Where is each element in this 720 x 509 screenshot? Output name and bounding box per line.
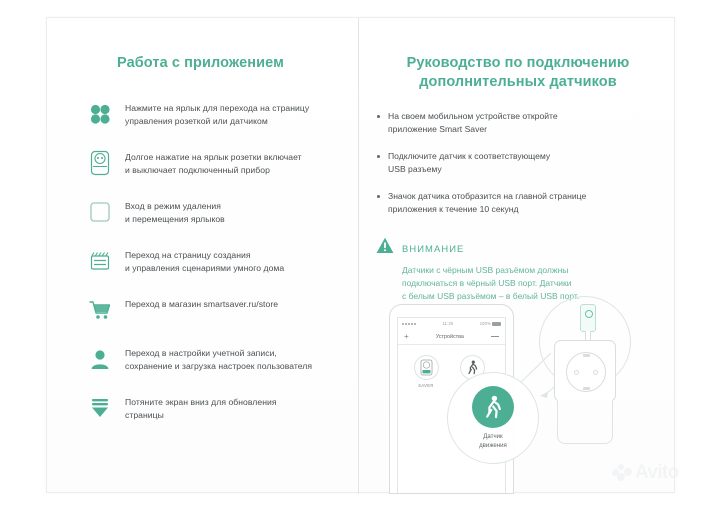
nav-title: Устройства (435, 333, 464, 340)
shopping-cart-icon (85, 295, 115, 325)
sensor-callout-label (479, 433, 507, 449)
feature-line: страницы (125, 409, 164, 420)
usb-sensor-head (580, 304, 596, 332)
user-account-icon (85, 344, 115, 374)
pull-down-refresh-arrow-icon (85, 393, 115, 423)
bullet-list (376, 110, 666, 230)
avito-logo-icon (612, 464, 632, 481)
feature-list (85, 99, 353, 442)
four-dots-grid-icon (85, 99, 115, 129)
socket-tile[interactable] (409, 355, 443, 388)
feature-line: Переход в магазин smartsaver.ru/store (125, 299, 279, 309)
right-title-line: Руководство по подключению (406, 55, 630, 71)
feature-line: Нажмите на ярлык для перехода на страницу (125, 103, 310, 113)
bullet-line: приложение Smart Saver (388, 124, 488, 135)
right-page-title (377, 54, 659, 92)
warning-line: с белым USB разъёмом – в белый USB порт. (402, 291, 580, 302)
walking-person-icon (472, 386, 514, 428)
feature-text (125, 393, 277, 422)
list-item (85, 148, 353, 178)
feature-line: и управления сценариями умного дома (125, 262, 285, 273)
socket-body (557, 400, 613, 444)
list-item (376, 190, 666, 216)
socket-tile-label: SAVER (418, 383, 434, 388)
warning-line: подключаться в чёрный USB порт. Датчики (402, 278, 572, 289)
feature-text (125, 197, 225, 226)
socket-face (554, 340, 616, 402)
phone-nav-bar (398, 329, 505, 345)
feature-text (125, 99, 309, 128)
sensor-callout (447, 372, 539, 464)
smart-socket-illustration (554, 340, 616, 444)
list-item (376, 110, 666, 136)
warning-title: ВНИМАНИЕ (402, 242, 465, 254)
list-item (376, 150, 666, 176)
usb-sensor-lens (585, 310, 593, 318)
empty-square-icon (85, 197, 115, 227)
list-item (85, 197, 353, 227)
usb-motion-sensor-icon (580, 304, 596, 341)
menu-icon[interactable] (491, 336, 499, 337)
phone-status-bar (398, 318, 505, 329)
status-time: 11:30 (442, 321, 454, 326)
warning-triangle-icon (376, 237, 394, 259)
bullet-line: Значок датчика отобразится на главной странице (388, 191, 587, 202)
feature-line: Переход в настройки учетной записи, (125, 348, 277, 358)
bullet-line: На своем мобильном устройстве откройте (388, 111, 558, 121)
avito-watermark-text: Avito (635, 462, 679, 483)
feature-line: и перемещения ярлыков (125, 213, 225, 224)
right-title-line: дополнительных датчиков (419, 74, 617, 91)
bullet-line: приложения к течение 10 секунд (388, 204, 519, 215)
list-item (85, 246, 353, 276)
signal-dots-icon (402, 323, 416, 325)
right-page (359, 18, 676, 494)
list-item (85, 295, 353, 325)
battery-indicator (480, 321, 501, 326)
bullet-line: USB разъему (388, 164, 442, 175)
left-page (47, 18, 358, 494)
feature-text (125, 148, 302, 177)
socket-ground-clip-top (583, 354, 590, 357)
plus-icon[interactable]: + (404, 331, 409, 341)
feature-text (125, 295, 278, 311)
warning-line: Датчики с чёрным USB разъёмом должны (402, 265, 569, 275)
socket-hole (566, 352, 606, 392)
clapperboard-icon (85, 246, 115, 276)
avito-watermark (612, 463, 679, 482)
feature-line: Переход на страницу создания (125, 250, 251, 260)
instruction-sheet (46, 17, 675, 493)
battery-percent: 100% (479, 321, 491, 326)
feature-text (125, 344, 312, 373)
list-item (85, 99, 353, 129)
socket-pin-right (593, 370, 598, 375)
socket-ground-clip-bottom (583, 387, 590, 390)
list-item (85, 393, 353, 423)
connection-illustration (365, 293, 676, 489)
feature-line: и выключает подключенный прибор (125, 164, 270, 175)
feature-line: Потяните экран вниз для обновления (125, 397, 277, 407)
socket-pin-left (574, 370, 579, 375)
feature-line: сохранение и загрузка настроек пользователя (125, 360, 313, 371)
feature-line: Вход в режим удаления (125, 201, 221, 211)
sensor-label-line: Датчик (483, 433, 503, 441)
feature-line: Долгое нажатие на ярлык розетки включает (125, 152, 302, 162)
feature-text (125, 246, 284, 275)
bullet-line: Подключите датчик к соответствующему (388, 151, 551, 162)
sensor-label-line: движения (479, 441, 507, 449)
left-page-title: Работа с приложением (117, 55, 284, 71)
feature-line: управления розеткой или датчиком (125, 115, 268, 126)
socket-tile-icon (414, 355, 439, 380)
warning-header (376, 237, 666, 259)
smart-socket-icon (85, 148, 115, 178)
list-item (85, 344, 353, 374)
